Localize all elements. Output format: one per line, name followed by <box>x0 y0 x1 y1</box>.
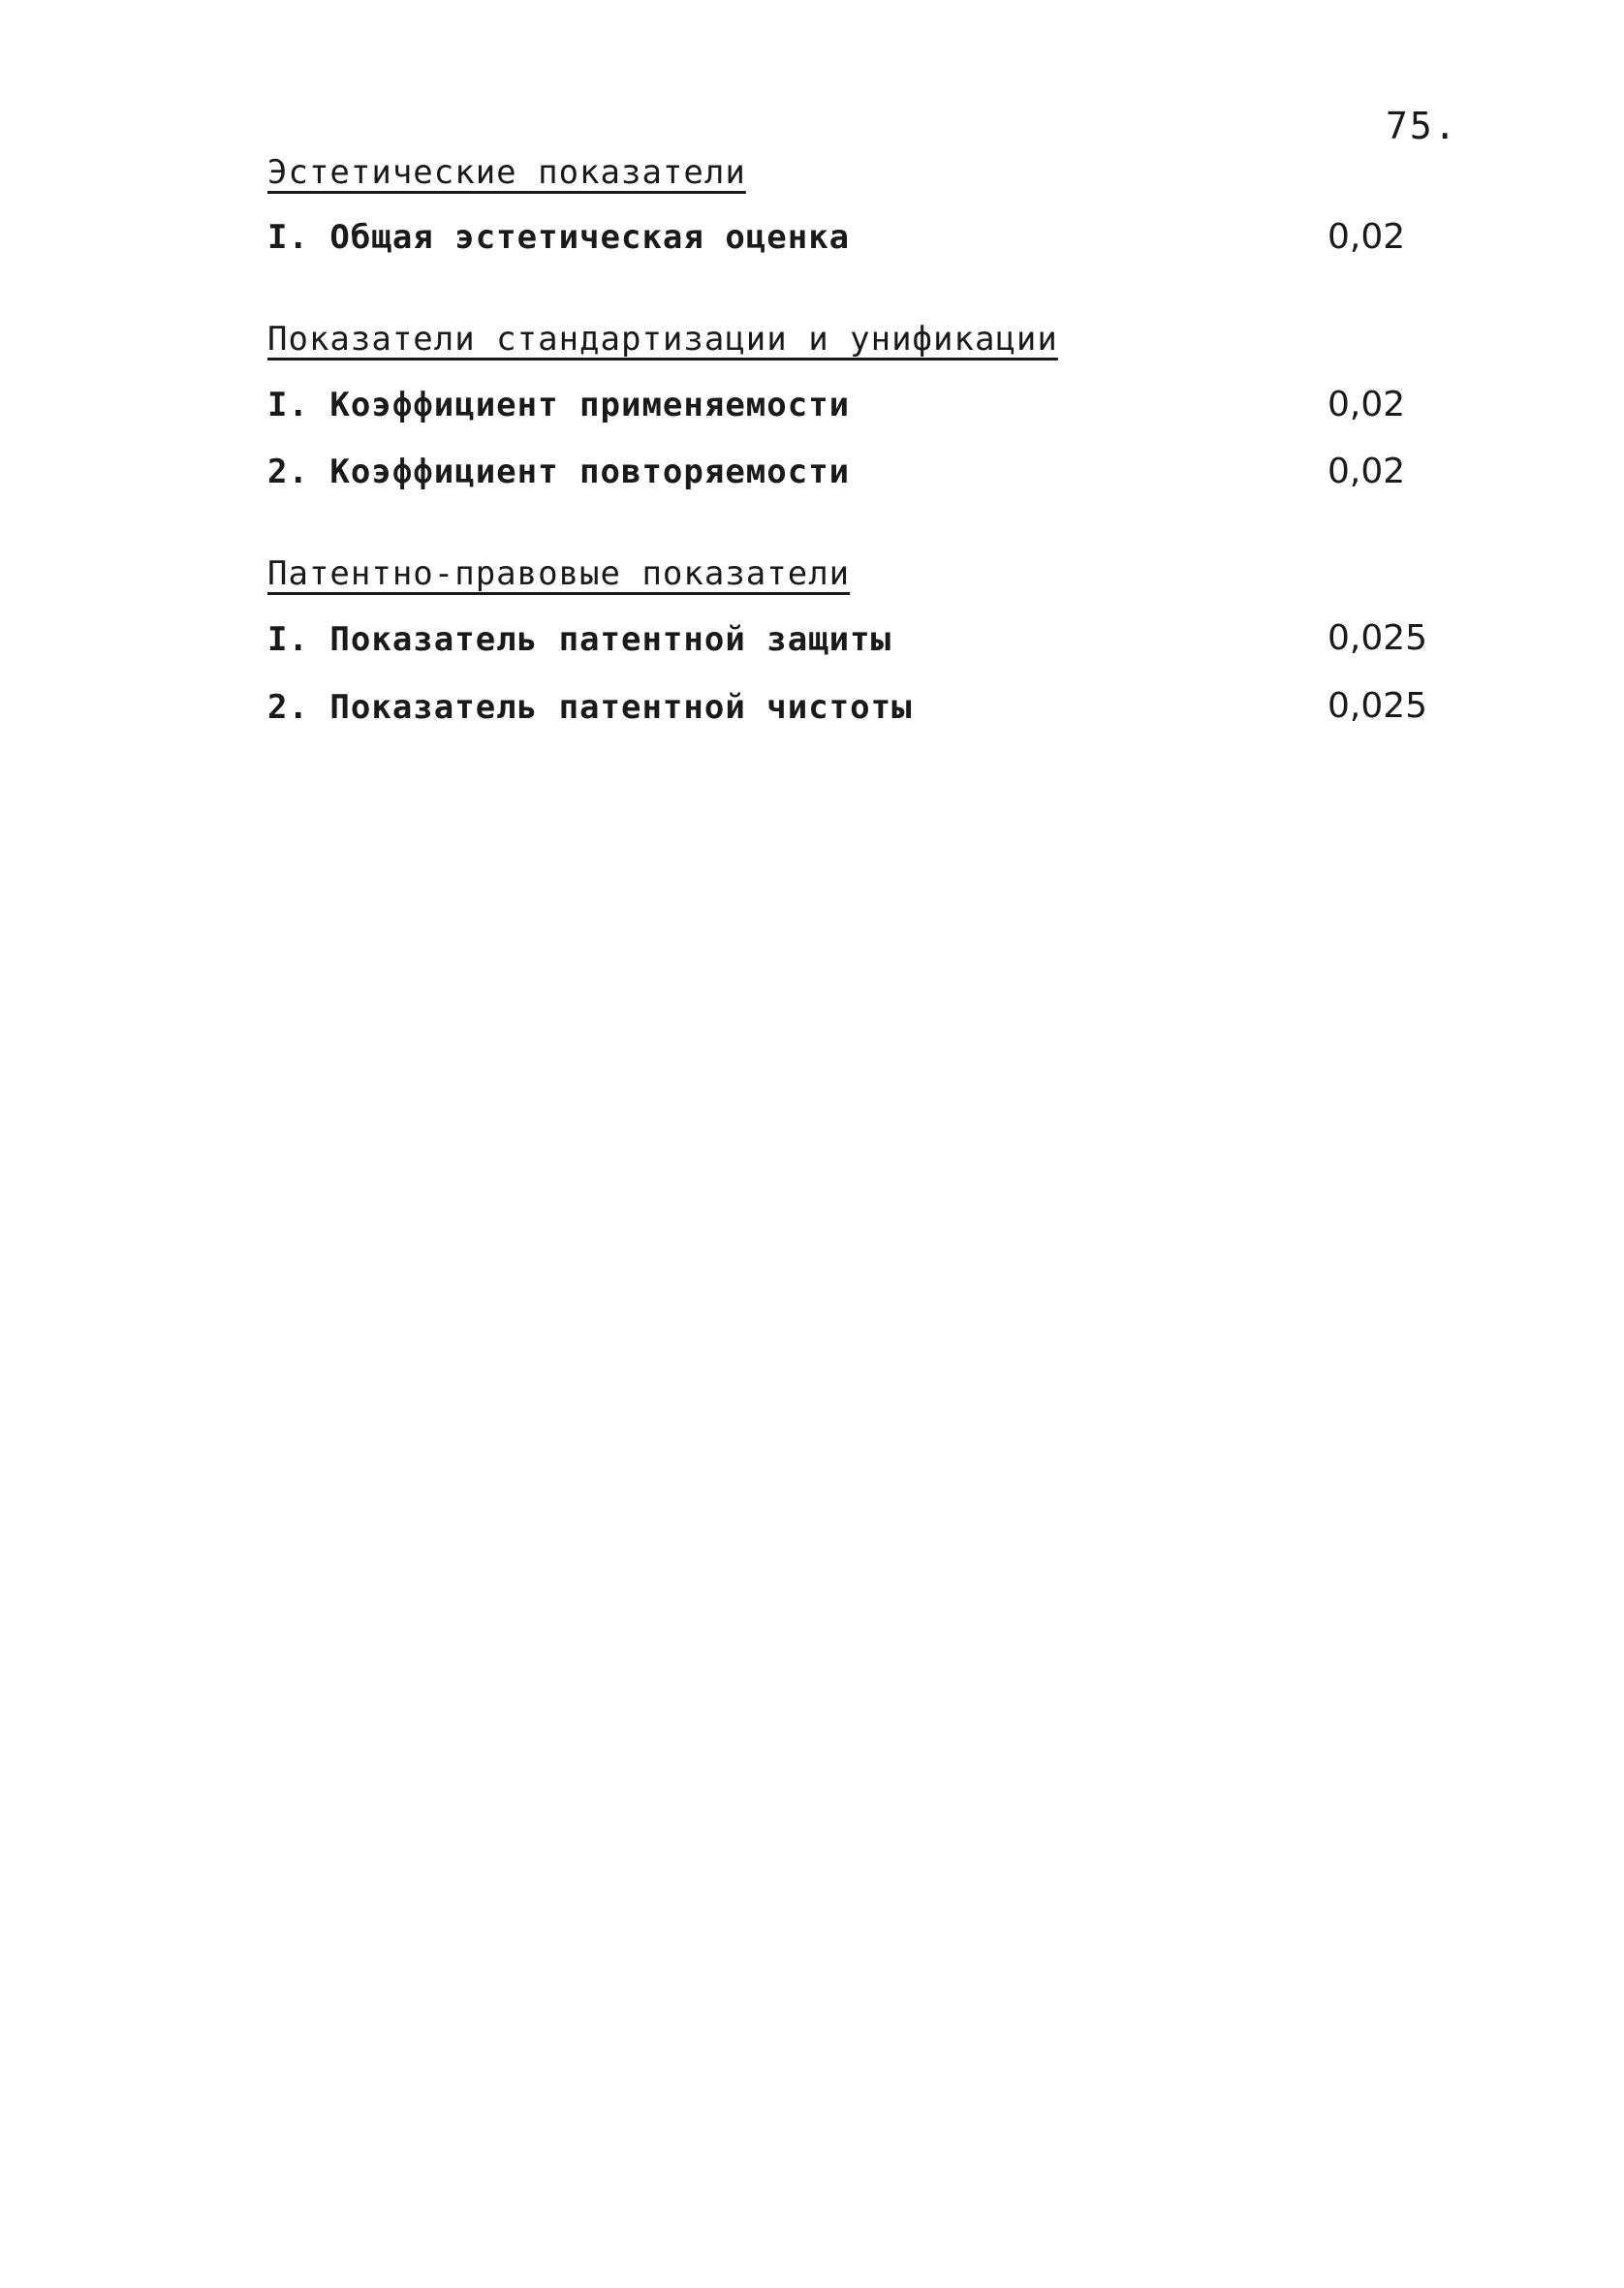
item-value: 0,02 <box>1327 385 1406 424</box>
section-heading-aesthetic: Эстетические показатели <box>267 153 746 192</box>
item-value: 0,02 <box>1327 452 1406 491</box>
section-heading-standardization: Показатели стандартизации и унификации <box>267 320 1058 359</box>
item-label: I. Показатель патентной защиты <box>267 620 892 659</box>
item-value: 0,025 <box>1327 686 1428 726</box>
item-label: I. Коэффициент применяемости <box>267 386 851 424</box>
section-heading-patent: Патентно-правовые показатели <box>267 554 851 593</box>
item-value: 0,025 <box>1327 618 1428 658</box>
item-value: 0,02 <box>1327 217 1406 257</box>
item-label: 2. Показатель патентной чистоты <box>267 688 913 727</box>
item-label: I. Общая эстетическая оценка <box>267 218 851 257</box>
item-label: 2. Коэффициент повторяемости <box>267 453 851 491</box>
page-number: 75. <box>1386 105 1458 147</box>
